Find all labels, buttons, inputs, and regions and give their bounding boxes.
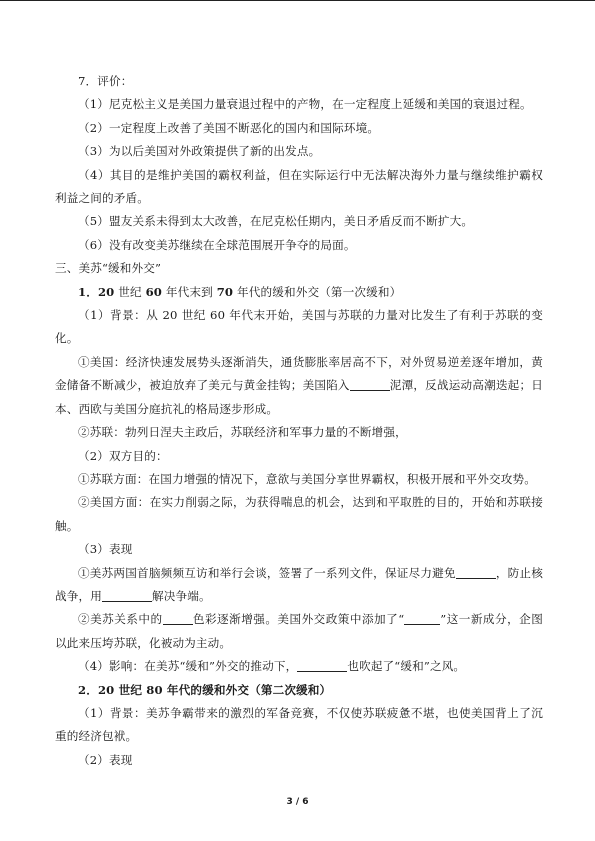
part-2-show: （2）表现 <box>78 752 133 767</box>
section-7-item-1: （1）尼克松主义是美国力量衰退过程中的产物，在一定程度上延缓和美国的衰退过程。 <box>78 97 532 112</box>
part-1-effect: （4）影响：在美苏“缓和”外交的推动下， 也吹起了“缓和”之风。 <box>78 659 466 674</box>
part-2-heading: 2．20 世纪 80 年代的缓和外交（第二次缓和） <box>78 682 332 697</box>
fill-blank[interactable] <box>102 588 152 602</box>
part-1-show-1: ①美苏两国首脑频频互访和举行会谈，签署了一系列文件，保证尽力避免 ，防止核战争，用 解决争端。 <box>55 565 543 603</box>
fill-blank[interactable] <box>297 658 347 672</box>
fill-blank[interactable] <box>350 377 390 391</box>
section-7-title: 7．评价： <box>78 74 133 88</box>
document-body <box>55 70 543 772</box>
part-1-us-situation: ①美国：经济快速发展势头逐渐消失，通货膨胀率居高不下，对外贸易逆差逐年增加，黄金储备不断减少，被迫放弃了美元与黄金挂钩；美国陷入 泥潭，反战运动高潮迭起；日本、西欧与美国分庭抗礼的格局逐步形成。 <box>55 354 543 416</box>
part-1-goal-ussr: ①苏联方面：在国力增强的情况下，意欲与美国分享世界霸权，积极开展和平外交攻势。 <box>78 471 537 486</box>
page-number: 3 / 6 <box>286 797 309 807</box>
top-rule <box>0 0 595 1</box>
part-1-background: （1）背景：从 20 世纪 60 年代末开始，美国与苏联的力量对比发生了有利于苏联的变化。 <box>55 308 543 346</box>
fill-blank[interactable] <box>404 611 440 625</box>
section-7-item-2: （2）一定程度上改善了美国不断恶化的国内和国际环境。 <box>78 120 380 135</box>
fill-blank[interactable] <box>163 611 193 625</box>
section-7-item-6: （6）没有改变美苏继续在全球范围展开争夺的局面。 <box>78 237 356 252</box>
section-7-item-4: （4）其目的是维护美国的霸权利益，但在实际运行中无法解决海外力量与继续维护霸权利益之间的矛盾。 <box>55 167 543 206</box>
part-1-goal-us: ②美国方面：在实力削弱之际，为获得喘息的机会，达到和平取胜的目的，开始和苏联接触。 <box>55 495 543 533</box>
fill-blank[interactable] <box>456 565 496 579</box>
part-1-ussr-situation: ②苏联：勃列日涅夫主政后，苏联经济和军事力量的不断增强， <box>78 425 407 440</box>
part-2-background: （1）背景：美苏争霸带来的激烈的军备竞赛，不仅使苏联疲惫不堪，也使美国背上了沉重的经济包袱。 <box>55 705 543 744</box>
part-1-show: （3）表现 <box>78 542 133 557</box>
part-1-goal: （2）双方目的： <box>78 448 168 463</box>
section-7-item-3: （3）为以后美国对外政策提供了新的出发点。 <box>78 144 321 159</box>
section-7-item-5: （5）盟友关系未得到太大改善，在尼克松任期内，美日矛盾反而不断扩大。 <box>78 214 474 229</box>
section-3-title: 三、美苏“缓和外交” <box>55 261 162 276</box>
part-1-heading: 1．20 世纪 60 年代末到 70 年代的缓和外交（第一次缓和） <box>78 284 402 299</box>
part-1-show-2: ②美苏关系中的 色彩逐渐增强。美国外交政策中添加了“ ”这一新成分，企图以此来压垮苏联，化被动为主动。 <box>55 612 543 650</box>
